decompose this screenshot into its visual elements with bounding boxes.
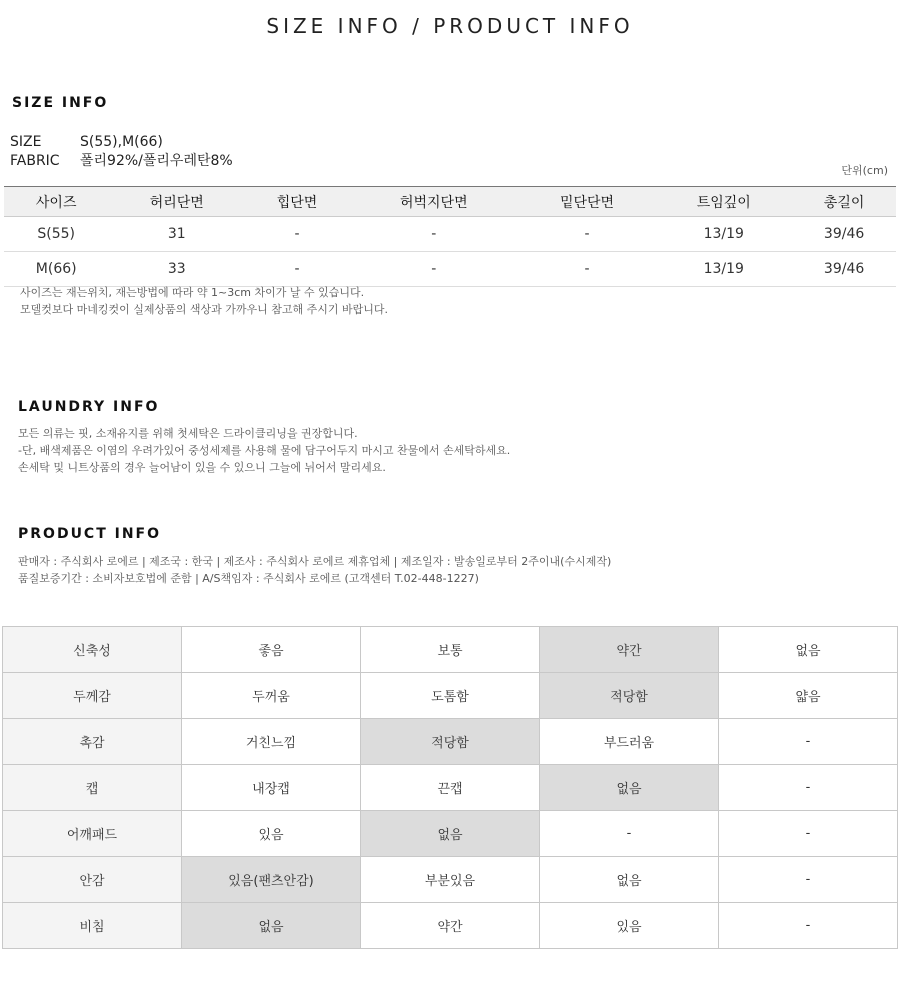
property-row [3, 903, 898, 949]
size-notes [20, 284, 388, 318]
size-info-heading: SIZE INFO [12, 95, 109, 111]
property-label: 비침 [3, 903, 182, 949]
property-table [2, 626, 898, 949]
property-label: 캡 [3, 765, 182, 811]
property-option-selected: 적당함 [540, 673, 719, 719]
property-option: 두꺼움 [182, 673, 361, 719]
property-option-selected: 없음 [361, 811, 540, 857]
table-cell: - [245, 252, 349, 287]
property-option: 끈캡 [361, 765, 540, 811]
product-info-heading: PRODUCT INFO [18, 526, 162, 542]
size-table-header [4, 187, 896, 217]
table-cell: 13/19 [655, 217, 792, 252]
table-cell: 39/46 [792, 252, 896, 287]
property-option-selected: 적당함 [361, 719, 540, 765]
laundry-info-heading: LAUNDRY INFO [18, 399, 160, 415]
column-header: 밑단단면 [519, 187, 656, 217]
property-row [3, 627, 898, 673]
property-option: 있음 [182, 811, 361, 857]
property-row [3, 857, 898, 903]
property-row [3, 719, 898, 765]
laundry-line: -단, 배색제품은 이염의 우려가있어 중성세제를 사용해 물에 담구어두지 마시고 찬물에서 손세탁하세요. [18, 444, 511, 457]
product-line: 판매자 : 주식회사 로에르 | 제조국 : 한국 | 제조사 : 주식회사 로에르 제휴업체 | 제조일자 : 발송일로부터 2주이내(수시제작) [18, 555, 612, 568]
column-header: 힙단면 [245, 187, 349, 217]
property-label: 어깨패드 [3, 811, 182, 857]
product-line: 품질보증기간 : 소비자보호법에 준함 | A/S책임자 : 주식회사 로에르 (고객센터 T.02-448-1227) [18, 572, 479, 585]
property-option-selected: 있음(팬츠안감) [182, 857, 361, 903]
fabric-spec [10, 150, 233, 170]
property-option: 내장캡 [182, 765, 361, 811]
table-cell: - [519, 252, 656, 287]
laundry-line: 모든 의류는 핏, 소재유지를 위해 첫세탁은 드라이클리닝을 권장합니다. [18, 427, 358, 440]
size-spec [10, 134, 163, 150]
property-option-selected: 없음 [540, 765, 719, 811]
table-cell: 31 [108, 217, 245, 252]
property-row [3, 673, 898, 719]
product-notes [18, 553, 611, 587]
property-row [3, 811, 898, 857]
page-title: SIZE INFO / PRODUCT INFO [266, 14, 634, 38]
laundry-line: 손세탁 및 니트상품의 경우 늘어남이 있을 수 있으니 그늘에 뉘어서 말리세요. [18, 461, 386, 474]
property-option: 좋음 [182, 627, 361, 673]
column-header: 허리단면 [108, 187, 245, 217]
table-cell: M(66) [4, 252, 108, 287]
unit-label: 단위(cm) [841, 164, 888, 177]
table-cell: 39/46 [792, 217, 896, 252]
property-option: 없음 [719, 627, 898, 673]
table-cell: - [245, 217, 349, 252]
table-cell: - [349, 252, 519, 287]
table-cell: - [349, 217, 519, 252]
property-option: 없음 [540, 857, 719, 903]
property-option: - [719, 811, 898, 857]
column-header: 총길이 [792, 187, 896, 217]
column-header: 사이즈 [4, 187, 108, 217]
property-option: 얇음 [719, 673, 898, 719]
fabric-value: 폴리92%/폴리우레탄8% [80, 153, 233, 169]
property-option: 있음 [540, 903, 719, 949]
property-option: 부분있음 [361, 857, 540, 903]
table-row [4, 252, 896, 287]
property-label: 촉감 [3, 719, 182, 765]
property-option-selected: 없음 [182, 903, 361, 949]
property-option: - [719, 765, 898, 811]
property-option: - [719, 857, 898, 903]
table-cell: 33 [108, 252, 245, 287]
property-option: 도톰함 [361, 673, 540, 719]
property-label: 안감 [3, 857, 182, 903]
size-table [4, 186, 896, 287]
table-row [4, 217, 896, 252]
property-option: 거친느낌 [182, 719, 361, 765]
column-header: 허벅지단면 [349, 187, 519, 217]
property-option: - [719, 719, 898, 765]
property-option-selected: 약간 [540, 627, 719, 673]
property-row [3, 765, 898, 811]
property-option: 보통 [361, 627, 540, 673]
size-label: SIZE [10, 134, 42, 150]
property-option: 약간 [361, 903, 540, 949]
property-option: - [540, 811, 719, 857]
laundry-notes [18, 425, 510, 476]
table-cell: - [519, 217, 656, 252]
size-note: 모델컷보다 마네킹컷이 실제상품의 색상과 가까우니 참고해 주시기 바랍니다. [20, 303, 389, 316]
size-value: S(55),M(66) [80, 134, 163, 150]
property-label: 두께감 [3, 673, 182, 719]
fabric-label: FABRIC [10, 153, 60, 169]
table-cell: 13/19 [655, 252, 792, 287]
column-header: 트임깊이 [655, 187, 792, 217]
table-cell: S(55) [4, 217, 108, 252]
property-label: 신축성 [3, 627, 182, 673]
property-option: 부드러움 [540, 719, 719, 765]
size-note: 사이즈는 재는위치, 재는방법에 따라 약 1~3cm 차이가 날 수 있습니다. [20, 286, 365, 299]
property-option: - [719, 903, 898, 949]
